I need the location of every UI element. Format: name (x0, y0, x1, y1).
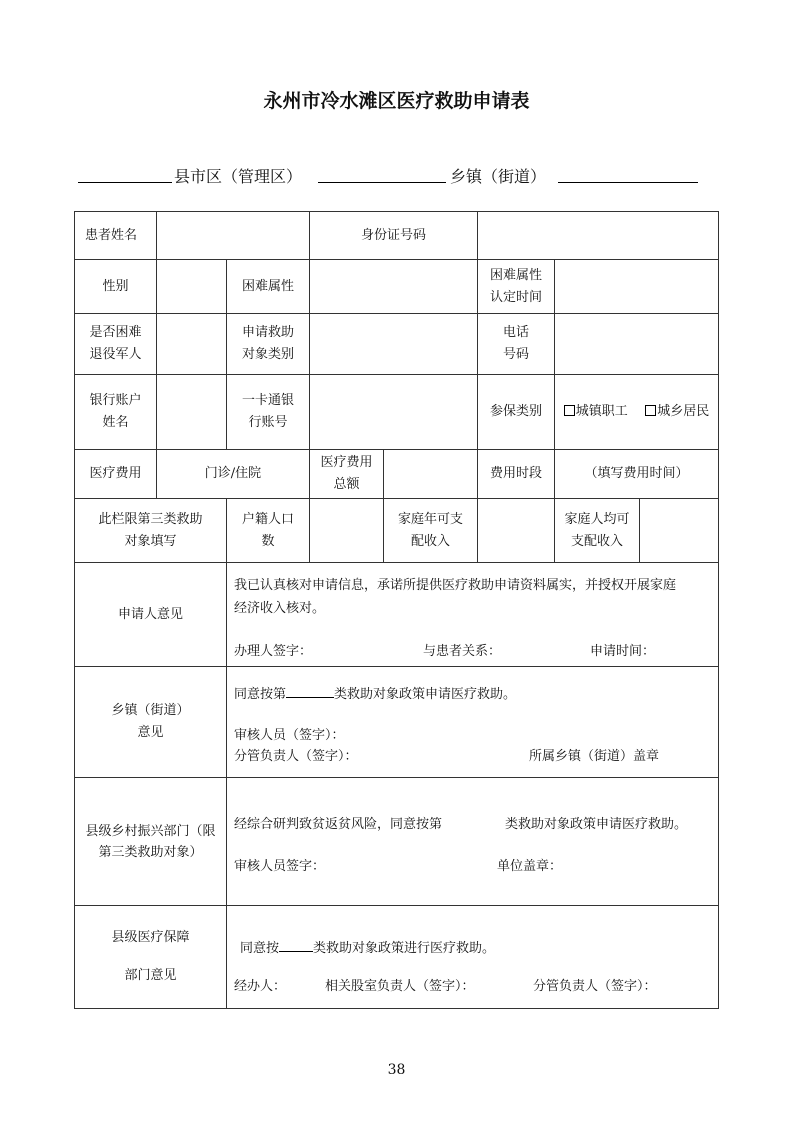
town-leader: 分管负责人（签字）： (234, 749, 358, 764)
medical-section-head: 相关股室负责人（签字）： (325, 979, 475, 994)
label-patient-name: 患者姓名 (74, 211, 157, 260)
label-total-cost: 医疗费用总额 (309, 449, 384, 499)
patient-name-field[interactable] (156, 211, 310, 260)
text: 类救助对象政策进行医疗救助。 (313, 941, 496, 956)
county-blank[interactable] (78, 182, 172, 183)
town-label: 乡镇（街道） (450, 167, 547, 186)
card-field[interactable] (309, 374, 478, 450)
id-number-field[interactable] (477, 211, 719, 260)
label-med-cost: 医疗费用 (74, 449, 157, 499)
label-applicant: 申请人意见 (74, 562, 227, 667)
text: 同意按 (240, 941, 280, 956)
class-blank[interactable] (286, 685, 334, 698)
label-household: 户籍人口数 (226, 498, 310, 563)
bank-name-field[interactable] (156, 374, 227, 450)
label-insurance: 参保类别 (477, 374, 555, 450)
text: 同意按第 (234, 687, 287, 702)
label-difficulty: 困难属性 (226, 259, 310, 314)
outpatient-field[interactable]: 门诊/住院 (156, 449, 310, 499)
rural-seal: 单位盖章： (497, 859, 563, 874)
town-blank[interactable] (318, 182, 446, 183)
insurance-option-resident[interactable] (645, 401, 709, 423)
per-capita-field[interactable] (639, 498, 719, 563)
rural-text-b: 类救助对象政策申请医疗救助。 (505, 817, 688, 832)
checkbox-icon[interactable] (645, 405, 656, 416)
label-id-number: 身份证号码 (309, 211, 478, 260)
label-town (74, 666, 227, 778)
form-title: 永州市冷水滩区医疗救助申请表 (263, 90, 530, 112)
label-line: 县级医疗保障 (111, 930, 190, 945)
class-blank[interactable] (279, 939, 313, 952)
county-label: 县市区（管理区） (174, 167, 303, 186)
town-reviewer: 审核人员（签字）： (234, 728, 345, 743)
option-label: 城镇职工 (575, 404, 628, 419)
option-label: 城乡居民 (657, 404, 710, 419)
insurance-option-employee[interactable] (564, 401, 628, 423)
applicant-date: 申请时间： (590, 644, 656, 659)
label-aid-category: 申请救助对象类别 (226, 313, 310, 375)
label-line: 第三类救助对象） (98, 844, 203, 860)
applicant-relation: 与患者关系： (423, 644, 502, 659)
label-bank-name: 银行账户姓名 (74, 374, 157, 450)
veteran-field[interactable] (156, 313, 227, 375)
label-line: 乡镇（街道） (111, 703, 190, 718)
text: 类救助对象政策申请医疗救助。 (334, 687, 517, 702)
difficulty-field[interactable] (309, 259, 478, 314)
aid-category-field[interactable] (309, 313, 478, 375)
medical-leader: 分管负责人（签字）： (533, 979, 657, 994)
checkbox-icon[interactable] (564, 405, 575, 416)
medical-agree (240, 937, 495, 956)
medical-handler: 经办人： (234, 979, 287, 994)
label-rural (74, 777, 227, 906)
total-cost-field[interactable] (383, 449, 478, 499)
gender-field[interactable] (156, 259, 227, 314)
label-line: 部门意见 (124, 968, 177, 983)
label-difficulty-date: 困难属性认定时间 (477, 259, 555, 314)
rural-text-a: 经综合研判致贫返贫风险，同意按第 (234, 817, 443, 832)
period-field[interactable]: （填写费用时间） (554, 449, 719, 499)
label-card: 一卡通银行账号 (226, 374, 310, 450)
household-field[interactable] (309, 498, 384, 563)
phone-field[interactable] (554, 313, 719, 375)
insurance-options (554, 374, 719, 450)
annual-income-field[interactable] (477, 498, 555, 563)
label-per-capita: 家庭人均可支配收入 (554, 498, 640, 563)
label-period: 费用时段 (477, 449, 555, 499)
label-line: 县级乡村振兴部门（限 (85, 823, 216, 839)
label-veteran: 是否困难退役军人 (74, 313, 157, 375)
difficulty-date-field[interactable] (554, 259, 719, 314)
street-blank[interactable] (558, 182, 698, 183)
town-agree (234, 683, 516, 702)
applicant-statement: 我已认真核对申请信息，承诺所提供医疗救助申请资料属实，并授权开展家庭 (234, 578, 677, 593)
label-medical (74, 905, 227, 1009)
applicant-sign: 办理人签字： (234, 644, 313, 659)
label-line: 意见 (137, 725, 164, 740)
label-phone: 电话号码 (477, 313, 555, 375)
rural-opinion[interactable] (226, 777, 719, 906)
label-gender: 性别 (74, 259, 157, 314)
applicant-statement-2: 经济收入核对。 (234, 601, 326, 616)
rural-reviewer: 审核人员签字： (234, 859, 326, 874)
town-seal: 所属乡镇（街道）盖章 (529, 749, 660, 764)
label-third-class: 此栏限第三类救助对象填写 (74, 498, 227, 563)
page-number: 38 (387, 1062, 406, 1078)
label-annual-income: 家庭年可支配收入 (383, 498, 478, 563)
